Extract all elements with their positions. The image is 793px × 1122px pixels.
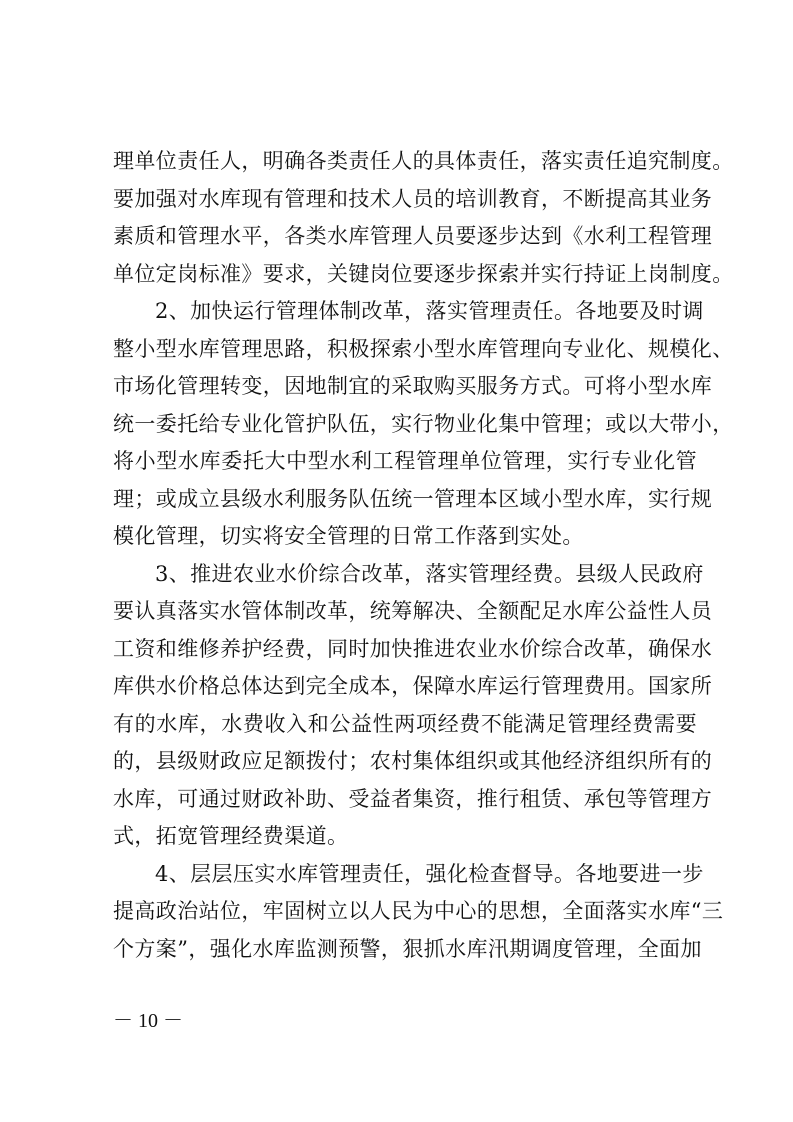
text-line: 统一委托给专业化管护队伍，实行物业化集中管理；或以大带小， — [113, 411, 734, 436]
text-line: 模化管理，切实将安全管理的日常工作落到实处。 — [113, 524, 584, 548]
text-line: 水库，可通过财政补助、受益者集资，推行租赁、承包等管理方 — [113, 786, 713, 811]
text-line: 3、推进农业水价综合改革，落实管理经费。县级人民政府 — [155, 561, 704, 586]
text-line: 4、层层压实水库管理责任，强化检查督导。各地要进一步 — [155, 861, 704, 886]
text-line: 单位定岗标准》要求，关键岗位要逐步探索并实行持证上岗制度。 — [113, 261, 734, 286]
text-line: 市场化管理转变，因地制宜的采取购买服务方式。可将小型水库 — [113, 374, 713, 398]
text-line: 工资和维修养护经费，同时加快推进农业水价综合改革，确保水 — [113, 636, 713, 661]
text-line: 要加强对水库现有管理和技术人员的培训教育，不断提高其业务 — [113, 186, 713, 211]
body-text — [113, 143, 734, 968]
text-line: 式，拓宽管理经费渠道。 — [113, 824, 349, 848]
paragraph-3 — [113, 556, 713, 856]
text-line: 素质和管理水平，各类水库管理人员要逐步达到《水利工程管理 — [113, 224, 713, 248]
text-line: 有的水库，水费收入和公益性两项经费不能满足管理经费需要 — [113, 711, 697, 736]
text-line: 的，县级财政应足额拨付；农村集体组织或其他经济组织所有的 — [113, 749, 713, 773]
text-line: 将小型水库委托大中型水利工程管理单位管理，实行专业化管 — [113, 449, 697, 473]
paragraph-2 — [113, 293, 734, 556]
page-number: － 10 － — [113, 1010, 183, 1032]
paragraph-4 — [113, 856, 724, 969]
text-line: 提高政治站位，牢固树立以人民为中心的思想，全面落实水库“三 — [113, 899, 724, 923]
text-line: 理；或成立县级水利服务队伍统一管理本区域小型水库，实行规 — [113, 486, 713, 511]
text-line: 理单位责任人，明确各类责任人的具体责任，落实责任追究制度。 — [113, 149, 734, 173]
text-line: 整小型水库管理思路，积极探索小型水库管理向专业化、规模化、 — [113, 336, 734, 361]
text-line: 库供水价格总体达到完全成本，保障水库运行管理费用。国家所 — [113, 674, 713, 698]
paragraph-1 — [113, 143, 734, 293]
text-line: 2、加快运行管理体制改革，落实管理责任。各地要及时调 — [155, 299, 704, 323]
text-line: 要认真落实水管体制改革，统筹解决、全额配足水库公益性人员 — [113, 599, 713, 623]
text-line: 个方案”，强化水库监测预警，狠抓水库汛期调度管理，全面加 — [113, 936, 702, 961]
